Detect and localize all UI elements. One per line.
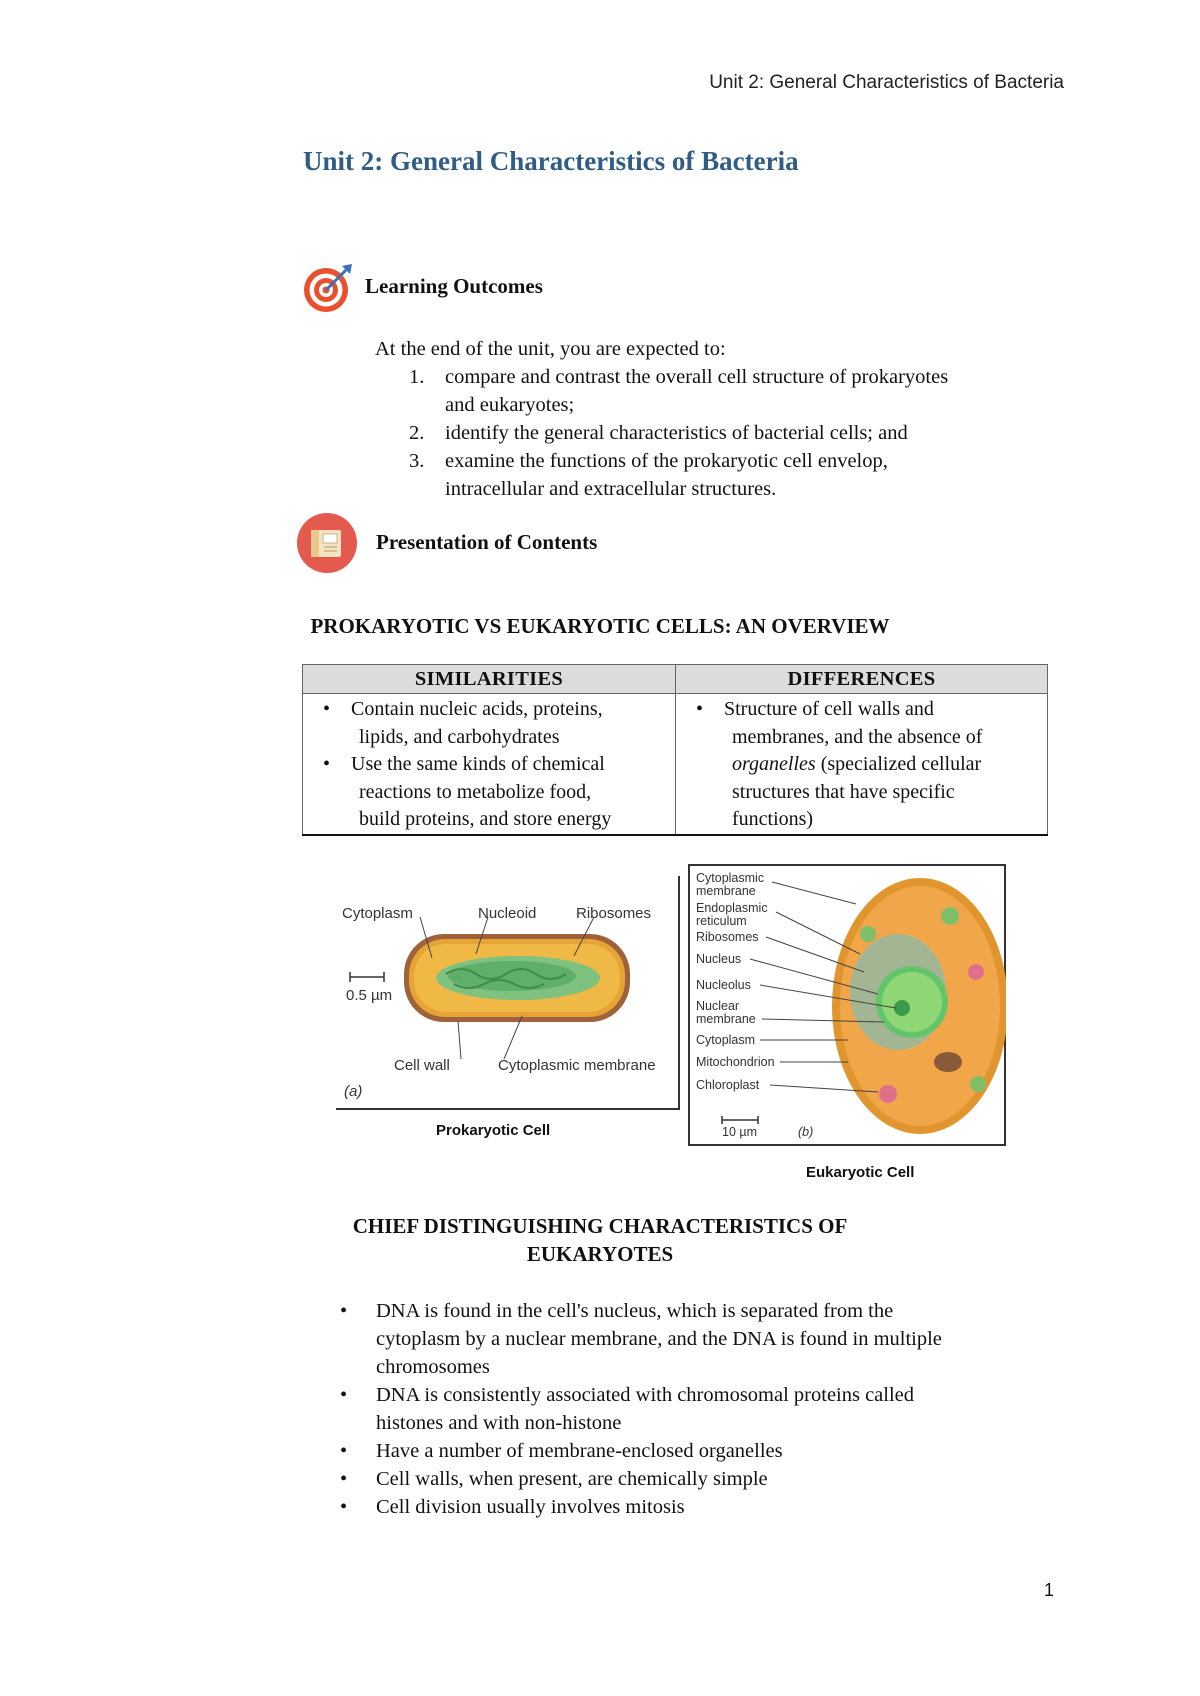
eukaryote-figure (688, 864, 1006, 1146)
page-number: 1 (1044, 1580, 1055, 1600)
comparison-table-wrap (302, 664, 1048, 836)
eukaryote-characteristics-list (340, 1297, 1100, 1521)
eukaryote-characteristics-block (340, 1297, 1100, 1521)
running-header: Unit 2: General Characteristics of Bacteria (709, 72, 1064, 93)
label-nuclear-membrane-2: membrane (696, 1012, 756, 1026)
label-er-1: Endoplasmic (696, 901, 768, 915)
table-row (303, 694, 1048, 835)
differences-cell (676, 694, 1048, 835)
label-cytoplasm: Cytoplasm (696, 1033, 756, 1047)
eukaryote-caption: Eukaryotic Cell (806, 1164, 915, 1181)
book-icon (296, 512, 358, 574)
heading-line: CHIEF DISTINGUISHING CHARACTERISTICS OF (352, 1214, 848, 1238)
list-line: reactions to metabolize food, (359, 780, 592, 803)
list-line-rest: (specialized cellular (815, 753, 982, 775)
list-item (309, 696, 669, 751)
label-cytoplasmic-membrane-2: membrane (696, 884, 756, 898)
target-icon (302, 262, 354, 314)
list-item (375, 363, 1095, 419)
table-header-row (303, 665, 1048, 694)
list-number: 3. (409, 450, 425, 472)
prokaryote-figure (336, 876, 680, 1110)
list-item (375, 447, 1095, 503)
list-item (340, 1297, 1100, 1381)
presentation-heading: Presentation of Contents (376, 530, 598, 554)
list-line: membranes, and the absence of (732, 725, 983, 748)
list-line: • DNA is found in the cell's nucleus, which is separated from the (376, 1300, 894, 1322)
label-nucleus: Nucleus (696, 952, 742, 966)
label-panel-a: (a) (344, 1083, 363, 1100)
learning-outcomes-heading: Learning Outcomes (365, 274, 543, 298)
list-line: compare and contrast the overall cell structure of prokaryotes (445, 366, 949, 388)
differences-list (682, 696, 1041, 834)
list-line: examine the functions of the prokaryotic cell envelop, (445, 450, 888, 472)
list-item (340, 1493, 1100, 1521)
list-item (682, 696, 1041, 834)
list-number: 1. (409, 366, 425, 388)
label-ribosomes: Ribosomes (576, 905, 652, 922)
similarities-list (309, 696, 669, 834)
label-panel-b: (b) (798, 1125, 814, 1139)
list-line (724, 751, 1041, 779)
label-er-2: reticulum (696, 914, 747, 928)
eukaryote-characteristics-heading (0, 1212, 1200, 1268)
label-nucleoid: Nucleoid (478, 905, 537, 922)
label-cytoplasmic-membrane-1: Cytoplasmic (696, 871, 765, 885)
list-number: 2. (409, 422, 425, 444)
col-header-differences: DIFFERENCES (676, 665, 1048, 694)
list-item (340, 1465, 1100, 1493)
label-mitochondrion: Mitochondrion (696, 1055, 775, 1069)
list-item (340, 1437, 1100, 1465)
label-nucleolus: Nucleolus (696, 978, 751, 992)
outcomes-intro: At the end of the unit, you are expected to: (375, 338, 726, 360)
label-scale: 10 µm (722, 1125, 757, 1139)
label-cytoplasmic-membrane: Cytoplasmic membrane (498, 1057, 656, 1074)
list-item (375, 419, 1095, 447)
col-header-similarities: SIMILARITIES (303, 665, 676, 694)
list-line: and eukaryotes; (445, 394, 575, 416)
label-nuclear-membrane-1: Nuclear (696, 999, 740, 1013)
label-chloroplast: Chloroplast (696, 1078, 760, 1092)
heading-line: EUKARYOTES (526, 1242, 674, 1266)
list-line: build proteins, and store energy (359, 808, 612, 830)
list-line: • Use the same kinds of chemical (351, 753, 605, 775)
list-item (340, 1381, 1100, 1437)
list-line: • Structure of cell walls and (724, 698, 934, 720)
overview-heading: PROKARYOTIC VS EUKARYOTIC CELLS: AN OVERVIEW (310, 614, 890, 638)
list-line: histones and with non-histone (376, 1412, 622, 1434)
emphasis-organelles: organelles (732, 753, 816, 775)
list-line: lipids, and carbohydrates (359, 725, 560, 748)
label-cytoplasm: Cytoplasm (342, 905, 413, 922)
list-line: • Contain nucleic acids, proteins, (351, 698, 603, 720)
prokaryote-caption: Prokaryotic Cell (436, 1122, 551, 1139)
list-item (309, 751, 669, 834)
list-line: cytoplasm by a nuclear membrane, and the DNA is found in multiple (376, 1328, 942, 1350)
outcomes-block (375, 335, 1095, 503)
outcomes-list (375, 363, 1095, 503)
list-line: chromosomes (376, 1356, 490, 1378)
list-line: • Cell walls, when present, are chemically simple (376, 1468, 768, 1490)
similarities-cell (303, 694, 676, 835)
label-scale: 0.5 µm (346, 987, 393, 1004)
list-line: • Have a number of membrane-enclosed organelles (376, 1440, 783, 1462)
list-line: structures that have specific (732, 780, 955, 803)
label-cell-wall: Cell wall (394, 1057, 450, 1074)
comparison-table (302, 664, 1048, 836)
list-line: intracellular and extracellular structures. (445, 478, 777, 500)
label-ribosomes: Ribosomes (696, 930, 759, 944)
list-line: identify the general characteristics of bacterial cells; and (445, 422, 908, 444)
list-line: • DNA is consistently associated with chromosomal proteins called (376, 1384, 915, 1406)
page-title: Unit 2: General Characteristics of Bacteria (303, 146, 799, 176)
list-line: functions) (732, 808, 814, 830)
list-line: • Cell division usually involves mitosis (376, 1496, 685, 1518)
